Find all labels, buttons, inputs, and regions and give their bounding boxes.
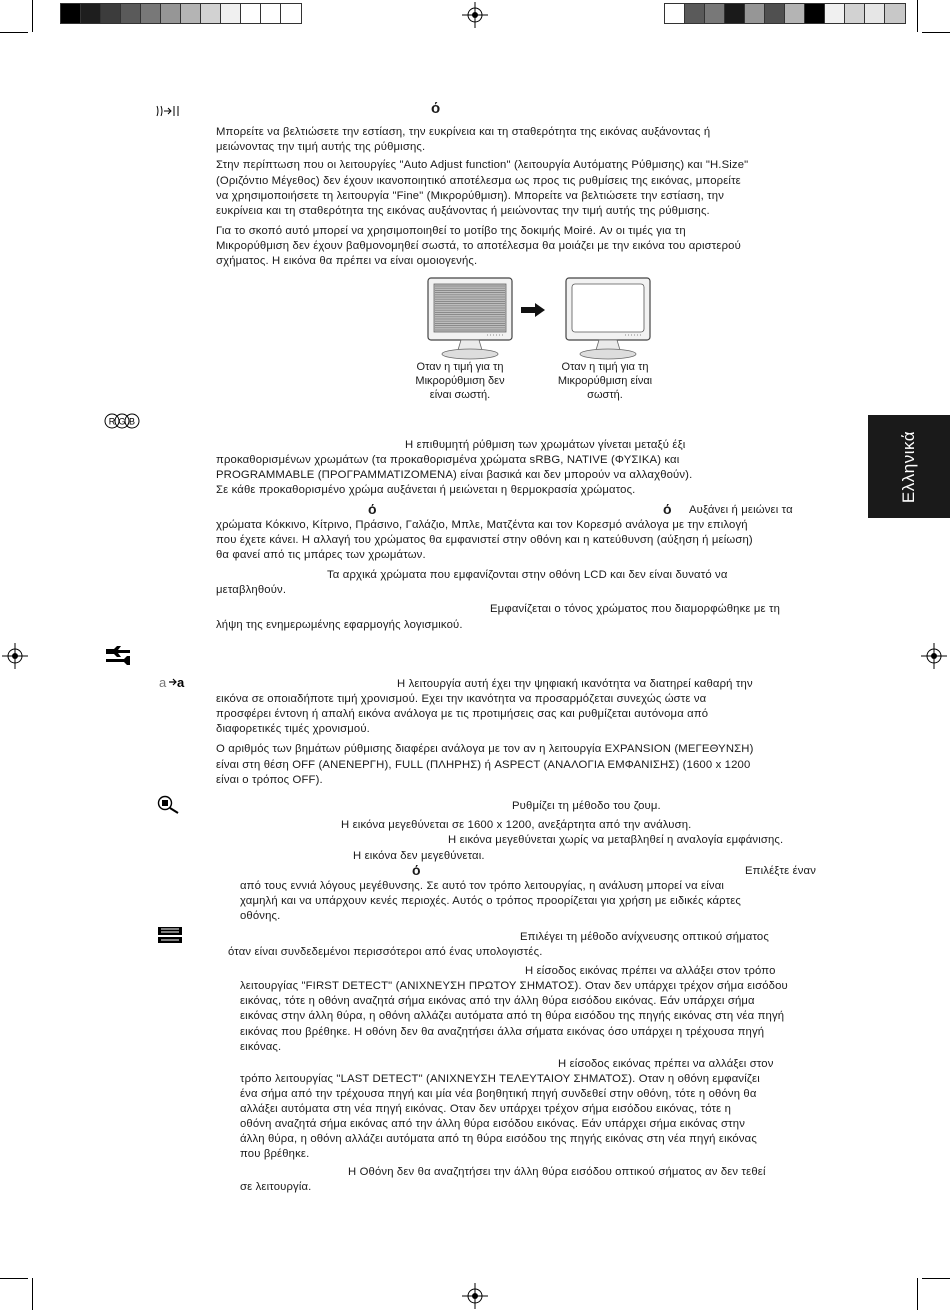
paragraph-line: αλλάξει αυτόματα στη νέα πηγή εικόνας. Οταν δεν υπάρχει τρέχον σήμα εισόδου εικόνας, τότε η [240,1103,732,1115]
monitor-moire-illustration [425,276,515,360]
crop-mark [32,0,33,32]
paragraph-line: εικόνα σε οποιαδήποτε τιμή χρονισμού. Εχει την ικανότητα να προσαρμόζεται συνεχώς ώστε να [216,693,707,705]
color-swatch [81,4,101,23]
monitor-correct-illustration [563,276,653,360]
color-swatch [281,4,301,23]
color-swatch [141,4,161,23]
color-swatch [845,4,865,23]
paragraph-line: σε λειτουργία. [240,1181,312,1193]
paragraph-line: Μπορείτε να βελτιώσετε την εστίαση, την ευκρίνεια και τη σταθερότητα της εικόνας αυξάνοντας ή [216,126,711,138]
paragraph-line: χαμηλή και να υπάρχουν κενές περιοχές. Αυτός ο τρόπος προορίζεται για χρήση με ειδικές κάρτες [240,895,741,907]
wrench-icon [104,645,132,667]
color-swatch [61,4,81,23]
paragraph-line: σχήματος. Η εικόνα θα πρέπει να είναι ομοιογενής. [216,255,478,267]
color-calibration-bar-left [60,3,302,24]
paragraph-line: εικόνας στην άλλη θύρα, η οθόνη αλλάζει αυτόματα από τη θύρα εισόδου της πηγής εικόνας στη νέα πηγή [240,1010,785,1022]
crop-mark [0,1278,28,1279]
registration-mark-left [2,643,28,669]
paragraph-line: που έχετε κάνει. Η αλλαγή του χρώματος θα εμφανιστεί στην οθόνη και η κατεύθυνση (αύξηση ή μείωση) [216,534,753,546]
registration-mark-top [462,2,488,28]
paragraph-line: Ρυθμίζει τη μέθοδο του ζουμ. [512,800,661,812]
paragraph-line: Για το σκοπό αυτό μπορεί να χρησιμοποιηθεί το μοτίβο της δοκιμής Moiré. Αν οι τιμές για τη [216,225,686,237]
color-swatch [765,4,785,23]
heading-mark: ό [431,100,441,117]
rgb-icon [104,413,140,429]
caption-line: είναι σωστή. [429,389,491,401]
paragraph-line: Η εικόνα δεν μεγεθύνεται. [353,850,485,862]
paragraph-line: χρώματα Κόκκινο, Κίτρινο, Πράσινο, Γαλάζιο, Μπλε, Ματζέντα και τον Κορεσμό ανάλογα με την επιλογή [216,519,748,531]
paragraph-line: λήψη της ενημερωμένης εφαρμογής λογισμικού. [216,619,463,631]
crop-mark [917,1278,918,1310]
paragraph-line: ευκρίνεια και τη σταθερότητα της εικόνας αυξάνοντας ή μειώνοντας την τιμή αυτής της ρύθμισης. [216,205,710,217]
paragraph-line: Εμφανίζεται ο τόνος χρώματος που διαμορφώθηκε με τη [490,603,781,615]
color-swatch [785,4,805,23]
paragraph-line: Η επιθυμητή ρύθμιση των χρωμάτων γίνεται μεταξύ έξι [405,439,686,451]
color-swatch [665,4,685,23]
sharpness-icon [158,674,188,690]
color-swatch [805,4,825,23]
paragraph-line: ένα σήμα από την τρέχουσα πηγή και μία νέα βοηθητική πηγή συνδεθεί στην οθόνη, τότε η οθόνη θα [240,1088,757,1100]
color-swatch [745,4,765,23]
registration-mark-right [921,643,947,669]
video-detect-icon [157,926,183,944]
caption-line: Οταν η τιμή για τη [416,361,504,373]
svg-text:R: R [108,416,116,427]
color-swatch [201,4,221,23]
paragraph-line: όταν είναι συνδεδεμένοι περισσότεροι από ένας υπολογιστές. [228,946,543,958]
color-swatch [865,4,885,23]
paragraph-line: εικόνας που βρέθηκε. Η οθόνη δεν θα αναζητήσει άλλα σήματα εικόνας όσο υπάρχει η τρέχουσα πηγή [240,1026,765,1038]
crop-mark [922,32,950,33]
language-tab-label: Ελληνικά [898,430,918,503]
color-swatch [705,4,725,23]
svg-text:G: G [118,416,126,427]
paragraph-line: προσφέρει έντονη ή απαλή εικόνα ανάλογα με τις προτιμήσεις σας και ρυθμίζεται αυτόνομα από [216,708,709,720]
paragraph-line: που βρέθηκε. [240,1148,310,1160]
paragraph-line: Σε κάθε προκαθορισμένο χρώμα αυξάνεται ή μειώνεται η θερμοκρασία χρώματος. [216,484,636,496]
paragraph-line: οθόνης. [240,910,281,922]
paragraph-line: Επιλέξτε έναν [745,865,817,877]
color-swatch [685,4,705,23]
paragraph-line: θα φανεί από τις μπάρες των χρωμάτων. [216,549,426,561]
caption-line: Οταν η τιμή για τη [561,361,649,373]
paragraph-line: Η λειτουργία αυτή έχει την ψηφιακή ικανότητα να διατηρεί καθαρή την [397,678,753,690]
paragraph-line: (Οριζόντιο Μέγεθος) δεν έχουν ικανοποιητικό αποτέλεσμα ως προς τις ρυθμίσεις της εικόνας, μπορείτε [216,175,741,187]
paragraph-line: Η είσοδος εικόνας πρέπει να αλλάξει στον [558,1058,774,1070]
color-swatch [241,4,261,23]
caption-incorrect [395,360,525,402]
paragraph-line: είναι στη θέση OFF (ΑΝΕΝΕΡΓΗ), FULL (ΠΛΗΡΗΣ) ή ASPECT (ΑΝΑΛΟΓΙΑ ΕΜΦΑΝΙΣΗΣ) (1600 x 1200 [216,759,751,771]
crop-mark [917,0,918,32]
arrow-right-icon [520,302,546,318]
color-swatch [221,4,241,23]
fine-adjust-icon [155,104,181,118]
svg-text:a: a [159,675,167,690]
paragraph-line: Στην περίπτωση που οι λειτουργίες "Auto Adjust function" (λειτουργία Αυτόματης Ρύθμισης) και "H.Size" [216,159,749,171]
caption-line: σωστή. [587,389,623,401]
paragraph-line: Η είσοδος εικόνας πρέπει να αλλάξει στον τρόπο [525,965,776,977]
svg-text:B: B [128,416,136,427]
crop-mark [922,1278,950,1279]
paragraph-line: από τους εννιά λόγους μεγέθυνσης. Σε αυτό τον τρόπο λειτουργίας, η ανάλυση μπορεί να είναι [240,880,725,892]
svg-text:a: a [177,675,185,690]
color-swatch [725,4,745,23]
paragraph-line: προκαθορισμένων χρωμάτων (τα προκαθορισμένα χρώματα sRBG, NATIVE (ΦΥΣΙΚΑ) και [216,454,680,466]
caption-line: Μικρορύθμιση είναι [557,375,653,387]
paragraph-line: Επιλέγει τη μέθοδο ανίχνευσης οπτικού σήματος [520,931,769,943]
color-calibration-bar-right [664,3,906,24]
heading-mark: ό [368,501,377,517]
color-swatch [181,4,201,23]
caption-correct [540,360,670,402]
color-swatch [885,4,905,23]
paragraph-line: οθόνη αναζητά σήμα εικόνας από την άλλη θύρα εισόδου εικόνας. Εάν υπάρχει σήμα εικόνας στην [240,1118,745,1130]
color-swatch [101,4,121,23]
paragraph-line: Τα αρχικά χρώματα που εμφανίζονται στην οθόνη LCD και δεν είναι δυνατό να [327,569,728,581]
paragraph-line: λειτουργίας "FIRST DETECT" (ΑΝΙΧΝΕΥΣΗ ΠΡΩΤΟΥ ΣΗΜΑΤΟΣ). Οταν δεν υπάρχει τρέχον σήμα εισόδου [240,980,788,992]
paragraph-line: να χρησιμοποιήσετε τη λειτουργία "Fine" (Μικρορύθμιση). Μπορείτε να βελτιώσετε την εστίαση, την [216,190,724,202]
paragraph-line: Αυξάνει ή μειώνει τα [689,504,793,516]
paragraph-line: τρόπο λειτουργίας "LAST DETECT" (ΑΝΙΧΝΕΥΣΗ ΤΕΛΕΥΤΑΙΟΥ ΣΗΜΑΤΟΣ). Οταν η οθόνη εμφανίζει [240,1073,760,1085]
paragraph-line: μειώνοντας την τιμή αυτής της ρύθμισης. [216,141,426,153]
paragraph-line: Η Οθόνη δεν θα αναζητήσει την άλλη θύρα εισόδου οπτικού σήματος αν δεν τεθεί [348,1166,766,1178]
language-tab [868,415,950,518]
registration-mark-bottom [462,1283,488,1309]
color-swatch [825,4,845,23]
heading-mark: ό [412,862,421,878]
color-swatch [121,4,141,23]
crop-mark [0,32,28,33]
paragraph-line: εικόνας, τότε η οθόνη αναζητά σήμα εικόνας από την άλλη θύρα εισόδου εικόνας. Εάν υπάρχει σήμα [240,995,755,1007]
color-swatch [161,4,181,23]
zoom-icon [157,795,181,815]
paragraph-line: Μικρορύθμιση δεν έχουν βαθμονομηθεί σωστά, το αποτέλεσμα θα μοιάζει με την εικόνα του αριστερού [216,240,741,252]
paragraph-line: PROGRAMMABLE (ΠΡΟΓΡΑΜΜΑΤΙΖΟΜΕΝΑ) είναι βασικά και δεν μπορούν να αλλαχθούν). [216,469,693,481]
paragraph-line: είναι ο τρόπος OFF). [216,774,323,786]
caption-line: Μικρορύθμιση δεν [415,375,505,387]
paragraph-line: Η εικόνα μεγεθύνεται σε 1600 x 1200, ανεξάρτητα από την ανάλυση. [341,819,692,831]
paragraph-line: εικόνας. [240,1041,282,1053]
paragraph-line: μεταβληθούν. [216,584,287,596]
paragraph-line: διαφορετικές τιμές χρονισμού. [216,723,370,735]
color-swatch [261,4,281,23]
paragraph-line: Η εικόνα μεγεθύνεται χωρίς να μεταβληθεί η αναλογία εμφάνισης. [448,834,784,846]
crop-mark [32,1278,33,1310]
paragraph-line: άλλη θύρα, η οθόνη αλλάζει αυτόματα από τη θύρα εισόδου της πηγής εικόνας στη νέα πηγή εικόνας [240,1133,757,1145]
heading-mark: ό [663,501,672,517]
paragraph-line: Ο αριθμός των βημάτων ρύθμισης διαφέρει ανάλογα με τον αν η λειτουργία EXPANSION (ΜΕΓΕΘΥΝΣΗ) [216,743,754,755]
